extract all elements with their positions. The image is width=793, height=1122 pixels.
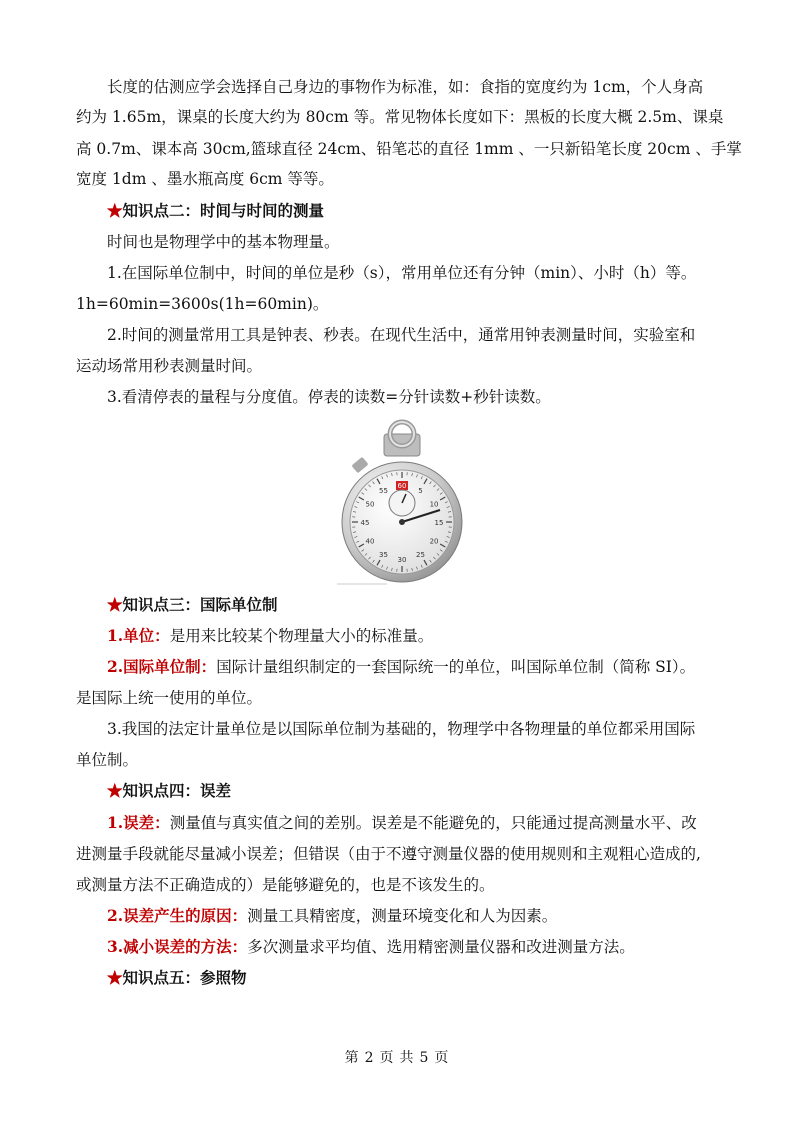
dial-number: 55 [379,486,388,495]
term-label: 2.国际单位制： [107,657,217,676]
para1-line2: 约为 1.65m，课桌的长度大约为 80cm 等。常见物体长度如下：黑板的长度大概 2.5m、课桌 [76,108,724,126]
sec3-item3-line1: 3.我国的法定计量单位是以国际单位制为基础的，物理学中各物理量的单位都采用国际 [107,720,696,738]
section-title-4: 知识点四：误差 [122,781,232,800]
section-heading-5 [107,968,247,988]
sec4-item3 [107,937,635,957]
sec2-item1-formula: 1h=60min=3600s(1h=60min)。 [76,295,329,313]
dial-number: 5 [418,486,423,495]
term-definition: 测量工具精密度，测量环境变化和人为因素。 [247,907,558,925]
sec4-item1-cont2: 或测量方法不正确造成的）是能够避免的，也是不该发生的。 [76,876,495,894]
footer-text: 页 [379,1050,394,1066]
dial-number: 30 [397,556,407,564]
dial-number: 60 [397,482,407,490]
dial-number: 50 [365,500,375,509]
sec4-item1-cont1: 进测量手段就能尽量减小误差；但错误（由于不遵守测量仪器的使用规则和主观粗心造成的, [76,845,701,863]
sec3-item3-line2: 单位制。 [76,751,139,769]
dial-number: 20 [429,537,439,546]
star-icon: ★ [107,595,123,614]
sec3-item2 [107,657,695,677]
term-label: 2.误差产生的原因： [107,906,248,925]
dial-number: 45 [360,519,370,527]
term-label: 3.减小误差的方法： [107,937,248,956]
dial-number: 40 [365,537,375,546]
page-footer [0,1047,793,1067]
term-definition: 测量值与真实值之间的差别。误差是不能避免的，只能通过提高测量水平、改 [169,814,697,832]
term-definition: 国际计量组织制定的一套国际统一的单位，叫国际单位制（简称 SI）。 [216,658,696,676]
para1-line1: 长度的估测应学会选择自己身边的事物作为标准，如：食指的宽度约为 1cm，个人身高 [107,78,704,96]
section-heading-2 [107,201,324,221]
term-definition: 多次测量求平均值、选用精密测量仪器和改进测量方法。 [247,938,635,956]
dial-number: 10 [429,500,439,509]
star-icon: ★ [107,781,123,800]
section-heading-4 [107,781,231,801]
sec2-item1: 1.在国际单位制中，时间的单位是秒（s），常用单位还有分钟（min）、小时（h）等。 [107,264,697,282]
para1-line4: 宽度 1dm 、墨水瓶高度 6cm 等等。 [76,170,334,188]
page-total: 5 [419,1050,429,1066]
sec3-item1 [107,626,433,646]
page-number: 2 [364,1050,374,1066]
dial-number: 35 [379,551,388,560]
footer-text: 第 [344,1050,359,1066]
section-heading-3 [107,595,278,615]
stopwatch-image [337,412,467,588]
sec2-item3: 3.看清停表的量程与分度值。停表的读数=分针读数+秒针读数。 [107,388,551,406]
footer-text: 共 [399,1050,414,1066]
star-icon: ★ [107,968,123,987]
sec2-item2-line1: 2.时间的测量常用工具是钟表、秒表。在现代生活中，通常用钟表测量时间，实验室和 [107,326,696,344]
sec4-item1 [107,813,697,833]
sec2-item2-line2: 运动场常用秒表测量时间。 [76,357,263,375]
sec2-intro: 时间也是物理学中的基本物理量。 [107,233,340,251]
dial-number: 15 [434,519,444,527]
footer-text: 页 [434,1050,449,1066]
sec3-item2-cont: 是国际上统一使用的单位。 [76,689,263,707]
section-title-3: 知识点三：国际单位制 [122,595,278,614]
star-icon: ★ [107,201,123,220]
section-title-5: 知识点五：参照物 [122,968,247,987]
dial-number: 25 [416,551,425,560]
term-definition: 是用来比较某个物理量大小的标准量。 [169,627,434,645]
term-label: 1.单位： [107,626,170,645]
term-label: 1.误差： [107,813,170,832]
para1-line3: 高 0.7m、课本高 30cm,篮球直径 24cm、铅笔芯的直径 1mm 、一只新铅笔长度 20cm 、手掌 [76,140,742,158]
section-title-2: 知识点二：时间与时间的测量 [122,201,325,220]
sec4-item2 [107,906,557,926]
